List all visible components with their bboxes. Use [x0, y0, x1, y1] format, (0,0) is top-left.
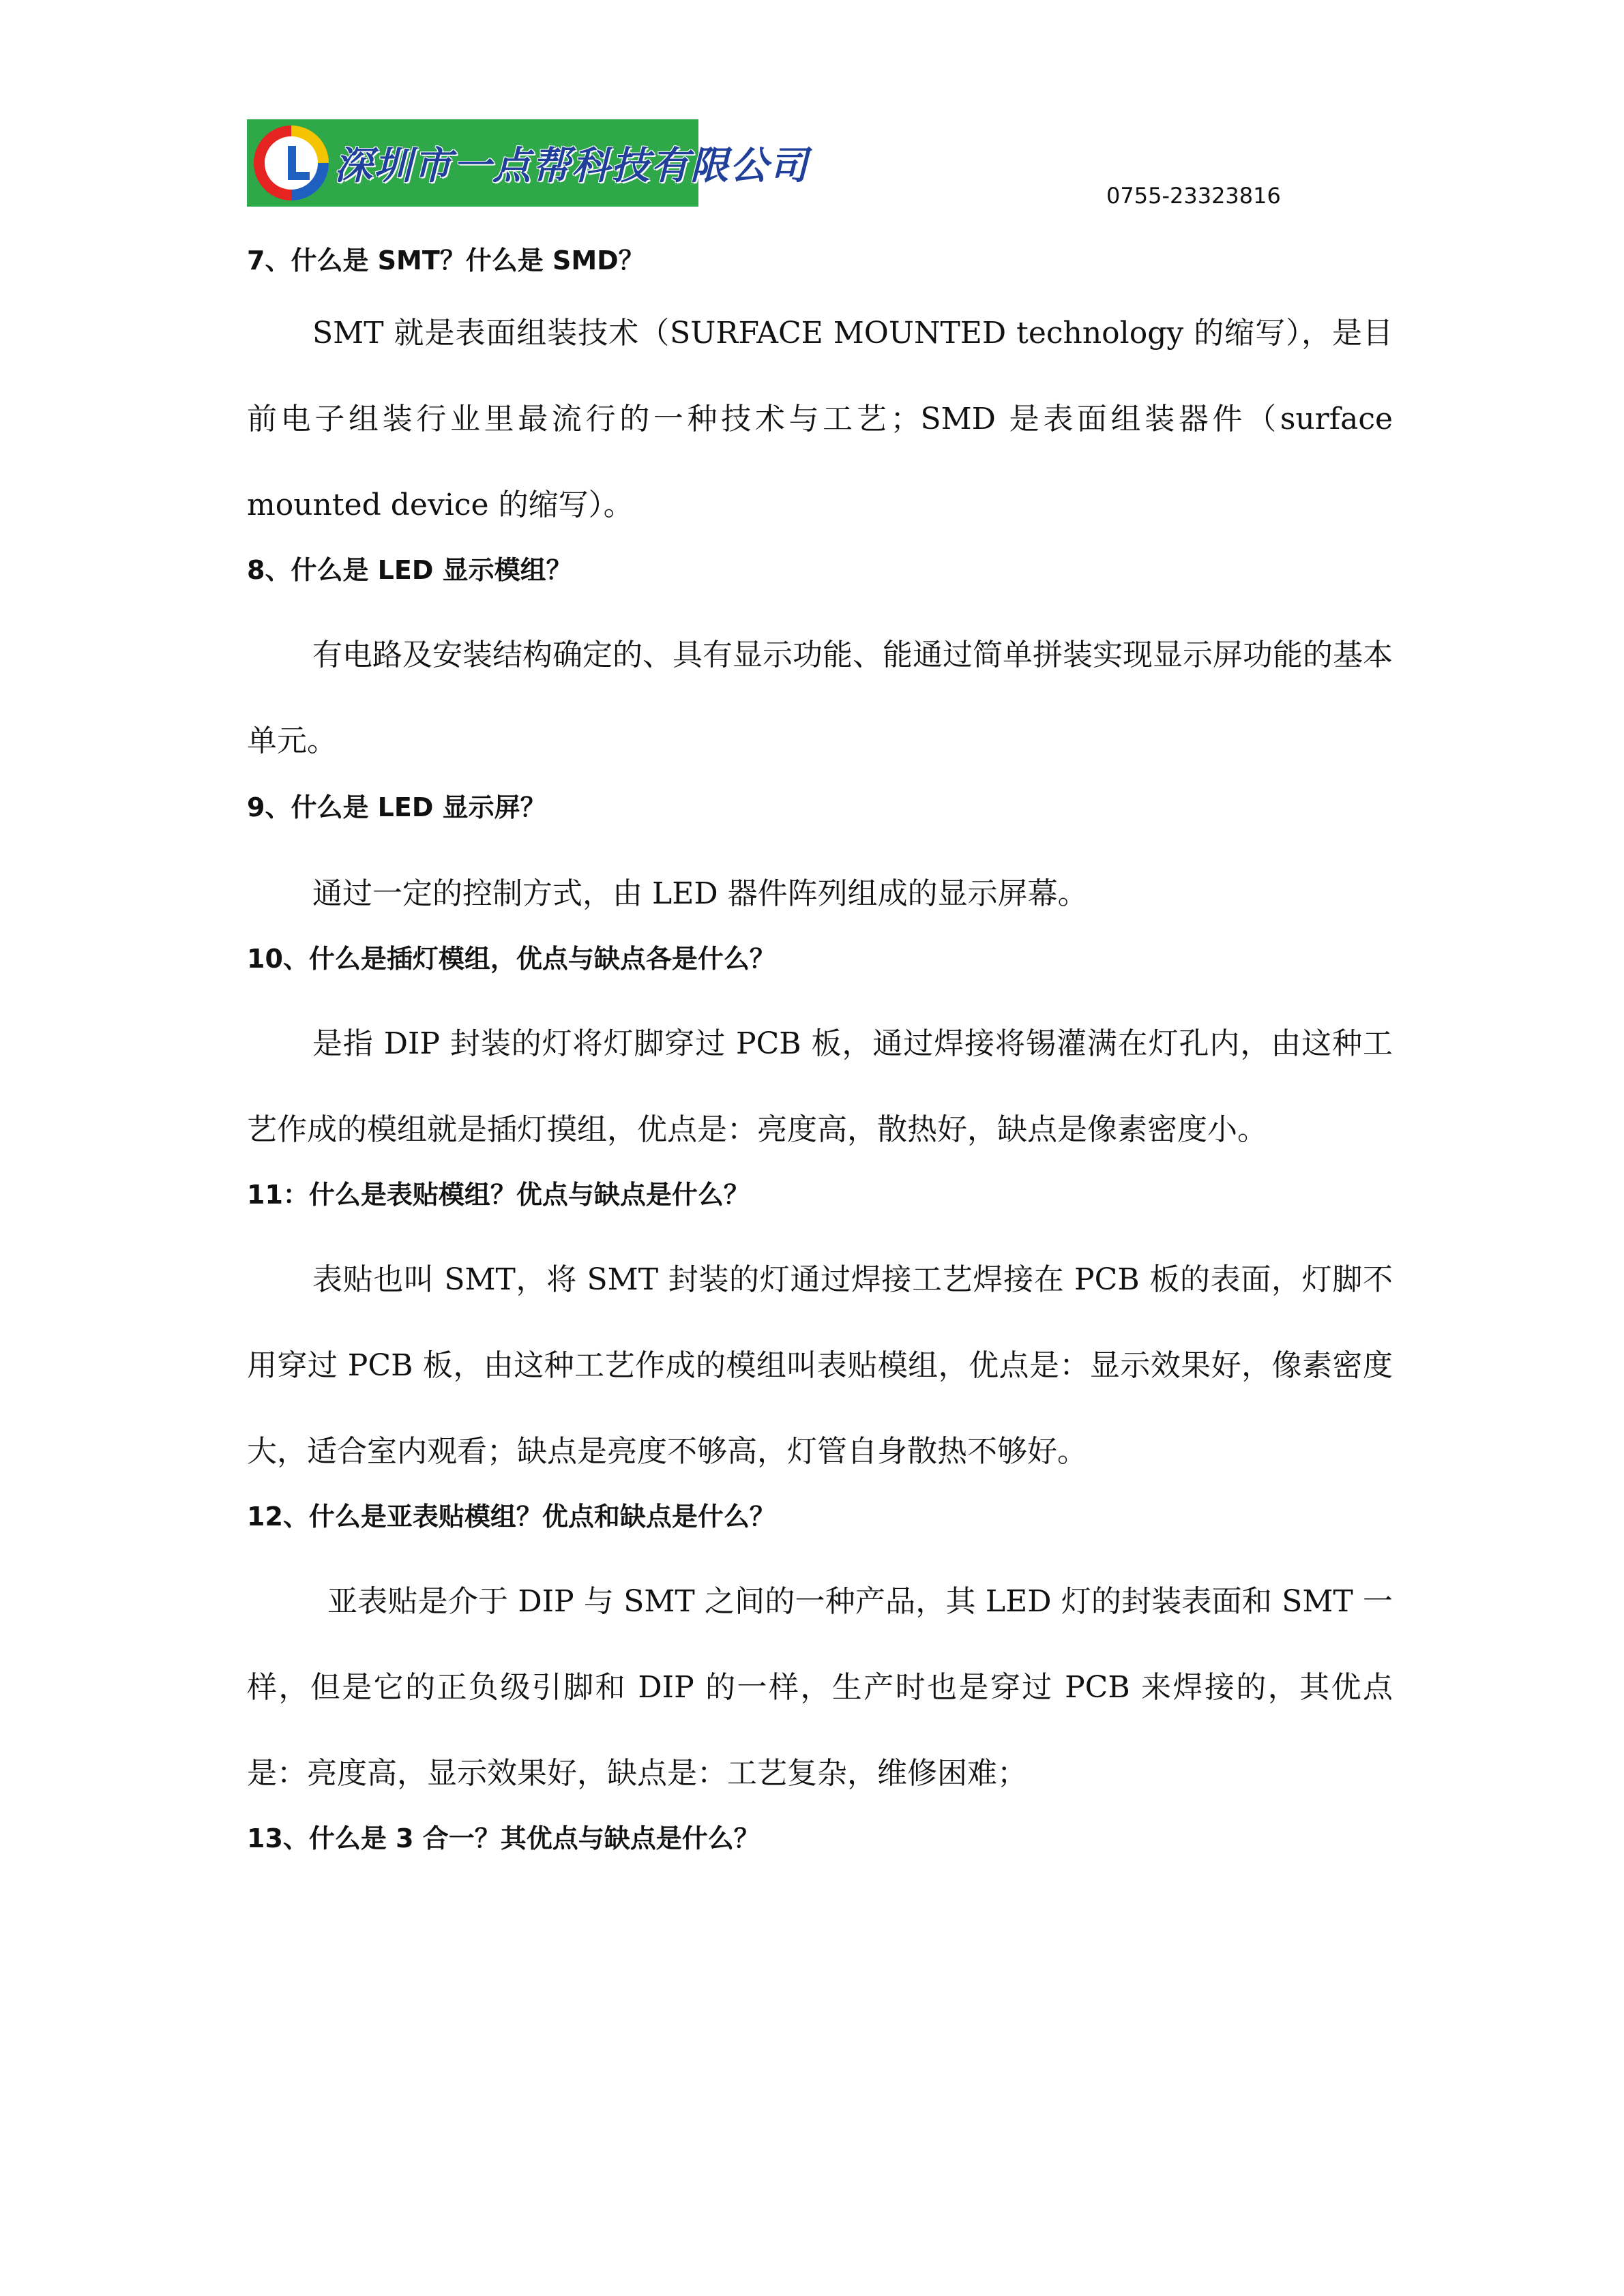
question-heading: 13、什么是 3 合一？其优点与缺点是什么？ — [247, 1823, 760, 1853]
document-body — [247, 239, 1393, 1860]
question-heading: 12、什么是亚表贴模组？优点和缺点是什么？ — [247, 1502, 776, 1532]
question-heading: 11：什么是表贴模组？优点与缺点是什么？ — [247, 1180, 750, 1210]
answer-paragraph: 有电路及安装结构确定的、具有显示功能、能通过简单拼装实现显示屏功能的基本单元。 — [247, 638, 1393, 758]
question-heading: 8、什么是 LED 显示模组？ — [247, 555, 572, 585]
answer-paragraph: 表贴也叫 SMT，将 SMT 封装的灯通过焊接工艺焊接在 PCB 板的表面，灯脚不用穿过 PCB 板，由这种工艺作成的模组叫表贴模组，优点是：显示效果好，像素密度大，适合室内观看；缺点是亮度不够高，灯管自身散热不够好。 — [247, 1262, 1393, 1469]
question-heading: 9、什么是 LED 显示屏？ — [247, 792, 546, 822]
answer-paragraph: 通过一定的控制方式，由 LED 器件阵列组成的显示屏幕。 — [312, 876, 1088, 911]
company-name: 深圳市一点帮科技有限公司 — [334, 143, 809, 188]
question-heading: 7、什么是 SMT？什么是 SMD？ — [247, 245, 645, 275]
company-logo-mark-icon — [254, 125, 329, 200]
company-logo — [247, 119, 809, 207]
phone-number: 0755-23323816 — [1106, 183, 1281, 209]
answer-paragraph: 是指 DIP 封装的灯将灯脚穿过 PCB 板，通过焊接将锡灌满在灯孔内，由这种工艺作成的模组就是插灯摸组，优点是：亮度高，散热好，缺点是像素密度小。 — [247, 1026, 1393, 1147]
answer-paragraph: SMT 就是表面组装技术（SURFACE MOUNTED technology 的缩写），是目前电子组装行业里最流行的一种技术与工艺；SMD 是表面组装器件（surface mounted device 的缩写）。 — [247, 316, 1393, 522]
answer-paragraph: 亚表贴是介于 DIP 与 SMT 之间的一种产品，其 LED 灯的封装表面和 SMT 一样，但是它的正负级引脚和 DIP 的一样，生产时也是穿过 PCB 来焊接的，其优点是：亮度高，显示效果好，缺点是：工艺复杂，维修困难； — [247, 1584, 1393, 1791]
question-heading: 10、什么是插灯模组，优点与缺点各是什么？ — [247, 944, 776, 974]
